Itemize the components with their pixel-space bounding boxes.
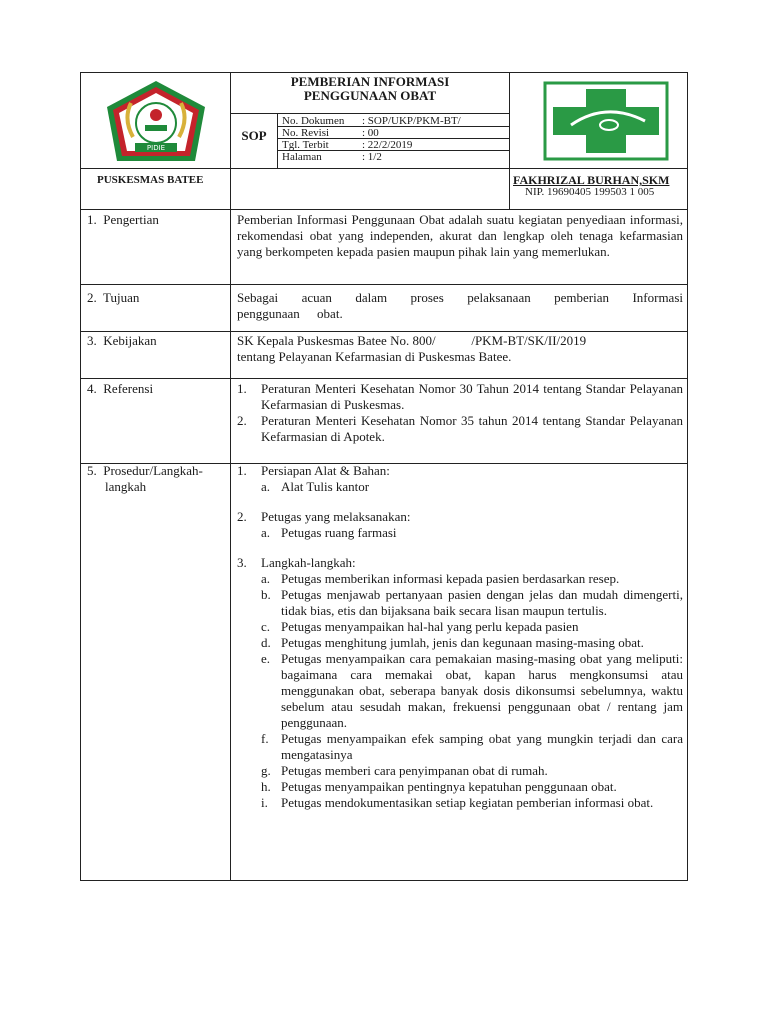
item-letter: a. xyxy=(261,479,271,494)
meta-row-no-revisi xyxy=(278,127,508,139)
sop-label: SOP xyxy=(241,128,267,143)
referensi-list xyxy=(237,381,683,445)
title-line-1: PEMBERIAN INFORMASI xyxy=(290,74,450,89)
list-item xyxy=(237,635,683,651)
item-letter: e. xyxy=(261,651,271,666)
item-text: Petugas menyampaikan pentingnya kepatuhan penggunaan obat. xyxy=(281,779,617,794)
section-label-tujuan: 2. Tujuan xyxy=(87,290,140,305)
section-label-pengertian: 1. Pengertian xyxy=(87,212,159,227)
list-item xyxy=(237,571,683,587)
item-text: Petugas menyampaikan hal-hal yang perlu kepada pasien xyxy=(281,619,579,634)
item-letter: c. xyxy=(261,619,271,634)
section-label-kebijakan: 3. Kebijakan xyxy=(87,333,157,348)
meta-row-no-dokumen xyxy=(278,115,508,127)
group-title: Persiapan Alat & Bahan: xyxy=(261,463,390,478)
item-text: Petugas menghitung jumlah, jenis dan kegunaan masing-masing obat. xyxy=(281,635,644,650)
document-meta xyxy=(278,114,509,168)
group-title: Langkah-langkah: xyxy=(261,555,356,570)
meta-row-halaman xyxy=(278,151,508,163)
item-letter: h. xyxy=(261,779,271,794)
prosedur-group-persiapan xyxy=(237,463,683,479)
list-item xyxy=(237,525,683,541)
meta-row-tgl-terbit xyxy=(278,139,508,151)
meta-key: No. Revisi xyxy=(282,127,330,139)
col-divider-left xyxy=(230,73,231,880)
list-item xyxy=(237,587,683,619)
org-name: PUSKESMAS BATEE xyxy=(97,174,204,186)
prosedur-content xyxy=(237,463,683,811)
sop-document xyxy=(80,72,688,881)
meta-key: Tgl. Terbit xyxy=(282,139,329,151)
row-line-1 xyxy=(81,284,687,285)
document-title xyxy=(231,75,509,103)
list-item xyxy=(237,479,683,495)
prosedur-label-line-2: langkah xyxy=(105,479,147,494)
section-label-prosedur xyxy=(87,463,203,495)
prosedur-label-line-1: 5. Prosedur/Langkah- xyxy=(87,463,203,478)
group-number: 2. xyxy=(237,509,247,524)
item-text: Alat Tulis kantor xyxy=(281,479,370,494)
section-text-pengertian: Pemberian Informasi Penggunaan Obat adalah suatu kegiatan penyediaan informasi, rekomendasi obat yang independen, akurat dan lengkap oleh tenaga kefarmasian yang berkompeten kepada pasien maupun pihak lain yang memerlukan. xyxy=(237,212,683,259)
meta-value: : SOP/UKP/PKM-BT/ xyxy=(362,115,461,127)
seal-text: PIDIE xyxy=(146,144,166,152)
district-seal-icon xyxy=(103,79,209,165)
header-mid-line xyxy=(81,168,687,169)
list-item xyxy=(237,779,683,795)
list-item xyxy=(237,413,683,445)
item-letter: b. xyxy=(261,587,271,602)
item-text: Petugas ruang farmasi xyxy=(281,525,397,540)
list-item xyxy=(237,381,683,413)
item-letter: i. xyxy=(261,795,268,810)
col-divider-right-header xyxy=(509,73,510,209)
meta-key: Halaman xyxy=(282,151,322,163)
title-line-2: PENGGUNAAN OBAT xyxy=(303,88,437,103)
signer-nip: NIP. 19690405 199503 1 005 xyxy=(525,186,655,198)
row-line-3 xyxy=(81,378,687,379)
group-number: 3. xyxy=(237,555,247,570)
list-item-number: 2. xyxy=(237,413,247,428)
prosedur-group-langkah xyxy=(237,555,683,571)
item-letter: d. xyxy=(261,635,271,650)
meta-value: : 00 xyxy=(362,127,379,139)
meta-value: : 22/2/2019 xyxy=(362,139,413,151)
list-item-text: Peraturan Menteri Kesehatan Nomor 35 tahun 2014 tentang Standar Pelayanan Kefarmasian di Apotek. xyxy=(261,413,683,444)
list-item xyxy=(237,763,683,779)
kebijakan-line-2: tentang Pelayanan Kefarmasian di Puskesmas Batee. xyxy=(237,349,512,364)
signer-name: FAKHRIZAL BURHAN,SKM xyxy=(513,173,670,187)
group-number: 1. xyxy=(237,463,247,478)
item-text: Petugas menyampaikan cara pemakaian masing-masing obat yang meliputi: bagaimana cara memakai obat, kapan harus mengkonsumsi atau menggunakan obat, seberapa banyak dosis dikonsumsi sebelumnya, waktu sebelum atau sesudah makan, frekuensi penggunaan obat / rentang jam penggunaan. xyxy=(281,651,683,730)
item-letter: f. xyxy=(261,731,269,746)
section-label-referensi: 4. Referensi xyxy=(87,381,154,396)
item-text: Petugas memberikan informasi kepada pasien berdasarkan resep. xyxy=(281,571,620,586)
list-item xyxy=(237,731,683,763)
list-item xyxy=(237,619,683,635)
group-title: Petugas yang melaksanakan: xyxy=(261,509,411,524)
item-letter: a. xyxy=(261,525,271,540)
item-letter: g. xyxy=(261,763,271,778)
item-text: Petugas menyampaikan efek samping obat yang mungkin terjadi dan cara mengatasinya xyxy=(281,731,683,762)
item-text: Petugas memberi cara penyimpanan obat di rumah. xyxy=(281,763,548,778)
item-text: Petugas menjawab pertanyaan pasien dengan jelas dan mudah dimengerti, tidak bias, etis dan bijaksana baik secara lisan maupun tertulis. xyxy=(281,587,683,618)
item-text: Petugas mendokumentasikan setiap kegiatan pemberian informasi obat. xyxy=(281,795,654,810)
kebijakan-line-1: SK Kepala Puskesmas Batee No. 800/ /PKM-BT/SK/II/2019 xyxy=(237,333,587,348)
section-text-kebijakan xyxy=(237,333,683,365)
list-item xyxy=(237,795,683,811)
health-cross-icon xyxy=(541,81,671,161)
list-item-number: 1. xyxy=(237,381,247,396)
header-bottom-line xyxy=(81,209,687,210)
prosedur-group-petugas xyxy=(237,509,683,525)
meta-value: : 1/2 xyxy=(362,151,382,163)
list-item xyxy=(237,651,683,731)
row-line-2 xyxy=(81,331,687,332)
item-letter: a. xyxy=(261,571,271,586)
section-text-tujuan: Sebagai acuan dalam proses pelaksanaan pemberian Informasi penggunaan obat. xyxy=(237,290,683,321)
meta-key: No. Dokumen xyxy=(282,115,345,127)
list-item-text: Peraturan Menteri Kesehatan Nomor 30 Tahun 2014 tentang Standar Pelayanan Kefarmasian di Puskesmas. xyxy=(261,381,683,412)
